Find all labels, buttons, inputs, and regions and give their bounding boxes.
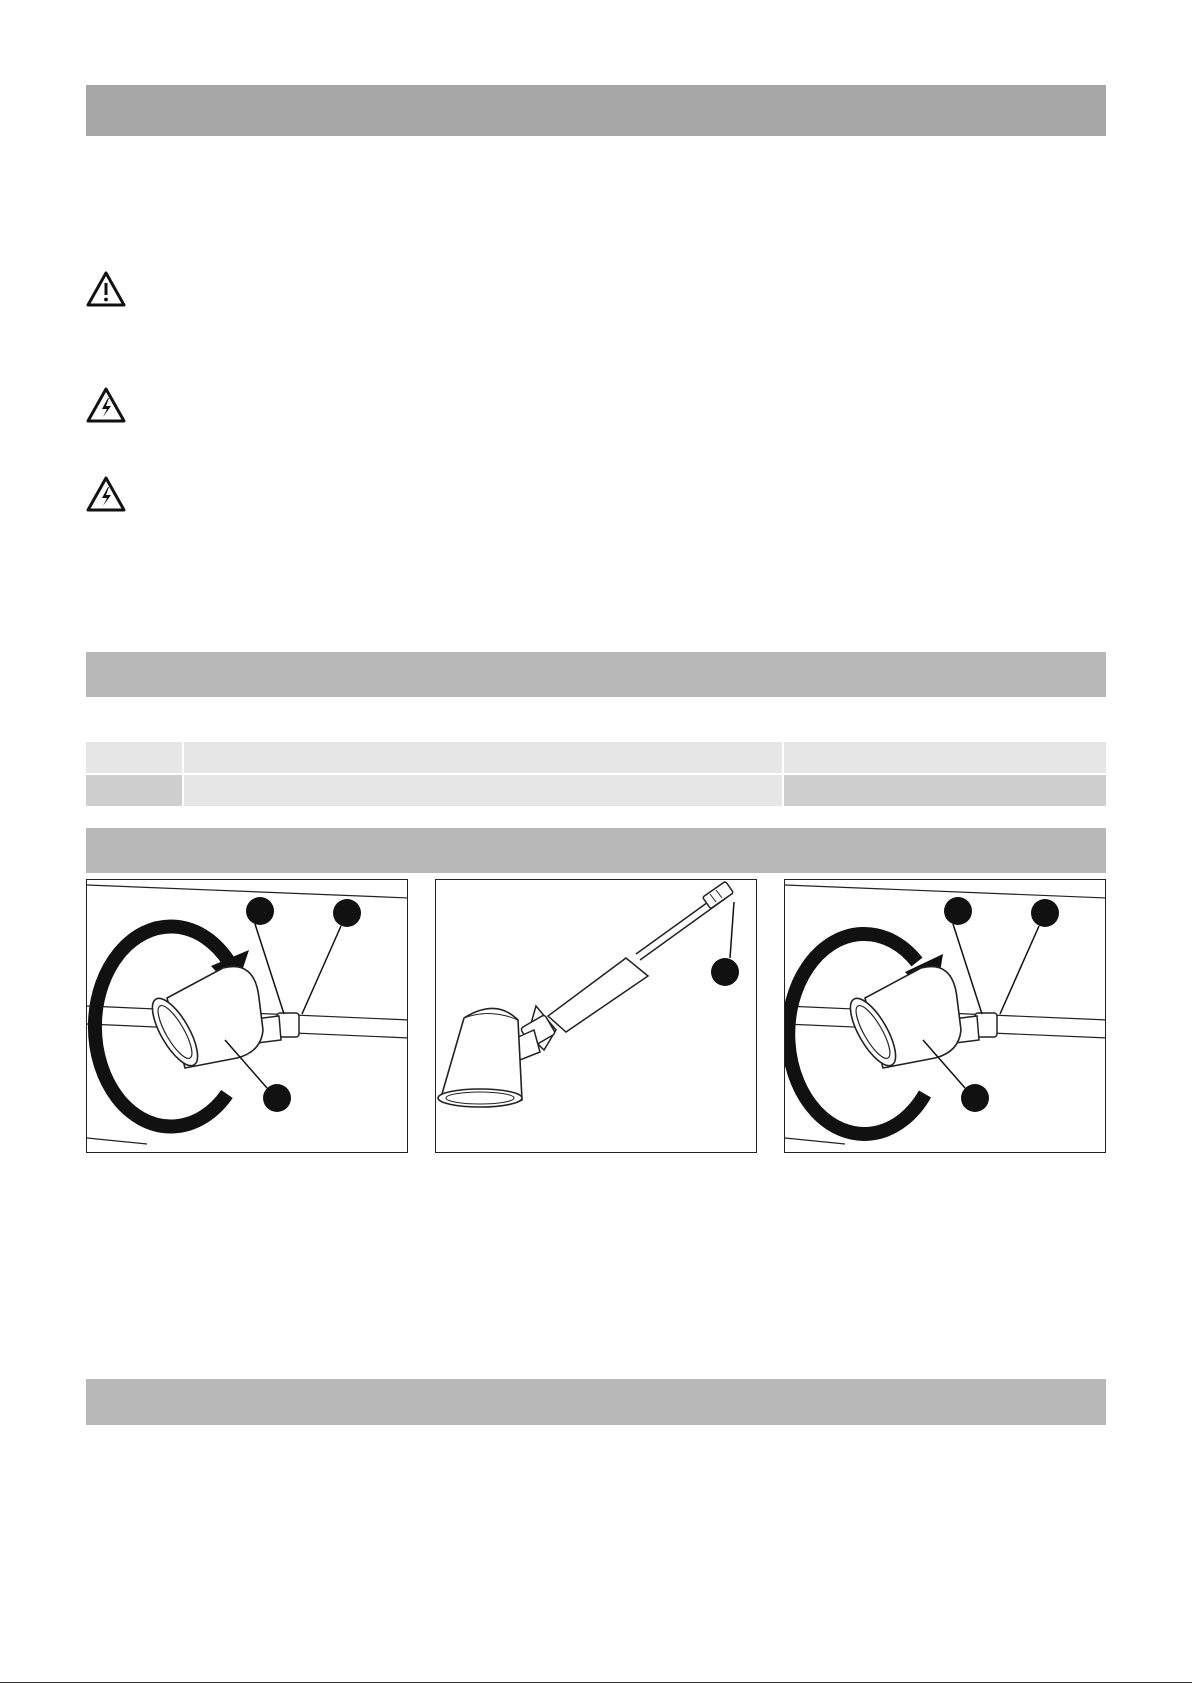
section-header-top — [86, 85, 1106, 136]
remove-lamp-illustration — [86, 879, 408, 1153]
table-cell — [784, 742, 1106, 773]
spec-table — [86, 742, 1106, 808]
table-cell — [86, 775, 182, 806]
table-row — [86, 742, 1106, 773]
electrical-hazard-icon — [85, 475, 127, 513]
table-row — [86, 775, 1106, 806]
electrical-hazard-icon — [85, 386, 127, 424]
refit-lamp-illustration — [784, 879, 1106, 1153]
table-cell — [184, 775, 782, 806]
table-cell — [184, 742, 782, 773]
probe-tool-illustration — [435, 879, 757, 1153]
warning-triangle-icon — [85, 270, 127, 308]
section-header-bottom — [86, 1379, 1106, 1425]
section-header-middle — [86, 652, 1106, 697]
table-cell — [784, 775, 1106, 806]
table-cell — [86, 742, 182, 773]
section-header-figures — [86, 828, 1106, 873]
page-bottom-rule — [0, 1682, 1192, 1683]
